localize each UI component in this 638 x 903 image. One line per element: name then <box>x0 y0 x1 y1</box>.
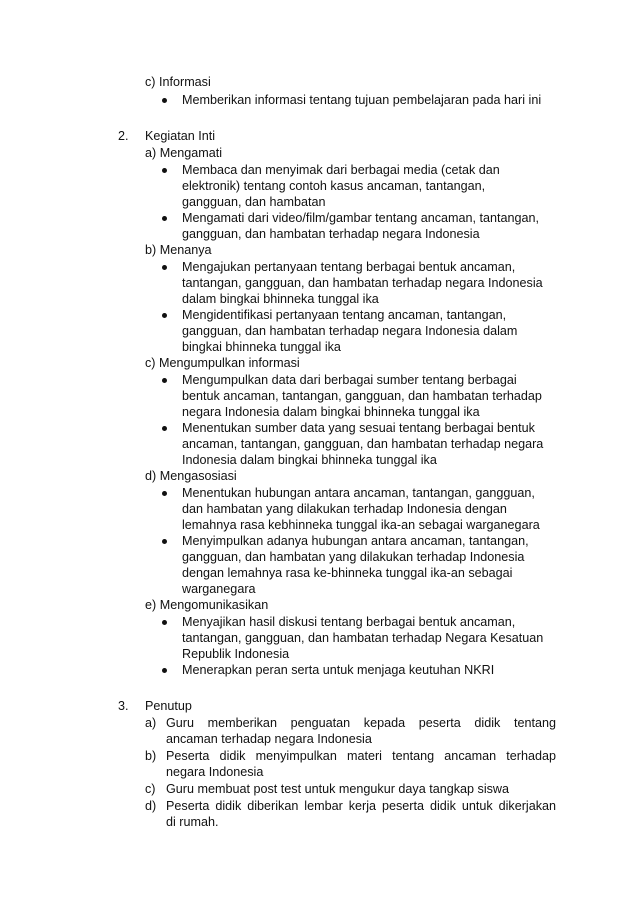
section-label-mengamati: a) Mengamati <box>145 146 222 160</box>
bullet-text: Mengamati dari video/film/gambar tentang ancaman, tantangan, <box>182 211 540 225</box>
bullet-marker <box>162 426 167 431</box>
bullet-text: Indonesia dalam bingkai bhinneka tunggal ika <box>182 453 437 467</box>
item-text: di rumah. <box>166 815 219 829</box>
bullet-text: dan hambatan yang dilakukan terhadap Indonesia dengan <box>182 502 507 516</box>
bullet-marker <box>162 313 167 318</box>
item-text-line: Guru memberikan penguatan kepada peserta didik tentang <box>166 716 556 730</box>
bullet-marker <box>162 620 167 625</box>
bullet-text: Mengidentifikasi pertanyaan tentang ancaman, tantangan, <box>182 308 507 322</box>
bullet-text: Mengumpulkan data dari berbagai sumber tentang berbagai <box>182 373 517 387</box>
list-number: 3. <box>118 699 129 713</box>
bullet-text: bentuk ancaman, tantangan, gangguan, dan hambatan terhadap <box>182 389 542 403</box>
bullet-text: tantangan, gangguan, dan hambatan terhadap Negara Kesatuan <box>182 631 544 645</box>
item-marker: a) <box>145 716 157 730</box>
bullet-marker <box>162 378 167 383</box>
section-title-penutup: Penutup <box>145 699 192 713</box>
bullet-marker <box>162 668 167 673</box>
bullet-marker <box>162 491 167 496</box>
bullet-text: Menentukan hubungan antara ancaman, tantangan, gangguan, <box>182 486 535 500</box>
section-label-mengumpulkan: c) Mengumpulkan informasi <box>145 356 300 370</box>
bullet-text: bingkai bhinneka tunggal ika <box>182 340 341 354</box>
bullet-text: Membaca dan menyimak dari berbagai media (cetak dan <box>182 163 500 177</box>
item-text <box>166 715 556 731</box>
bullet-text: dengan lemahnya rasa ke-bhinneka tunggal ika-an sebagai <box>182 566 513 580</box>
bullet-text: dalam bingkai bhinneka tunggal ika <box>182 292 379 306</box>
bullet-text: Mengajukan pertanyaan tentang berbagai bentuk ancaman, <box>182 260 516 274</box>
bullet-marker <box>162 539 167 544</box>
section-label-menanya: b) Menanya <box>145 243 212 257</box>
bullet-text: ancaman, tantangan, gangguan, dan hambatan terhadap negara <box>182 437 544 451</box>
bullet-text: gangguan, dan hambatan terhadap negara Indonesia dalam <box>182 324 518 338</box>
bullet-text: gangguan, dan hambatan <box>182 195 326 209</box>
bullet-text: elektronik) tentang contoh kasus ancaman, tantangan, <box>182 179 486 193</box>
bullet-text: warganegara <box>182 582 256 596</box>
bullet-text: Menentukan sumber data yang sesuai tentang berbagai bentuk <box>182 421 535 435</box>
item-text: ancaman terhadap negara Indonesia <box>166 732 372 746</box>
bullet-marker <box>162 98 167 103</box>
item-marker: d) <box>145 799 157 813</box>
bullet-marker <box>162 265 167 270</box>
bullet-marker <box>162 168 167 173</box>
bullet-text: Menyimpulkan adanya hubungan antara ancaman, tantangan, <box>182 534 529 548</box>
bullet-text: tantangan, gangguan, dan hambatan terhadap negara Indonesia <box>182 276 543 290</box>
bullet-text: Memberikan informasi tentang tujuan pembelajaran pada hari ini <box>182 93 542 107</box>
section-title-kegiatan-inti: Kegiatan Inti <box>145 129 216 143</box>
bullet-text: gangguan, dan hambatan terhadap negara Indonesia <box>182 227 480 241</box>
bullet-marker <box>162 216 167 221</box>
item-text-line: Peserta didik diberikan lembar kerja peserta didik untuk dikerjakan <box>166 799 556 813</box>
item-text <box>166 798 556 814</box>
item-marker: b) <box>145 749 157 763</box>
bullet-text: negara Indonesia dalam bingkai bhinneka tunggal ika <box>182 405 480 419</box>
section-label-mengasosiasi: d) Mengasosiasi <box>145 469 237 483</box>
bullet-text: Republik Indonesia <box>182 647 290 661</box>
section-label-mengomunikasikan: e) Mengomunikasikan <box>145 598 269 612</box>
bullet-text: Menerapkan peran serta untuk menjaga keutuhan NKRI <box>182 663 495 677</box>
section-label-informasi: c) Informasi <box>145 75 211 89</box>
item-marker: c) <box>145 782 156 796</box>
item-text <box>166 748 556 764</box>
list-number: 2. <box>118 129 129 143</box>
item-text-line: Peserta didik menyimpulkan materi tentang ancaman terhadap <box>166 749 556 763</box>
item-text: Guru membuat post test untuk mengukur daya tangkap siswa <box>166 782 510 796</box>
bullet-text: Menyajikan hasil diskusi tentang berbagai bentuk ancaman, <box>182 615 516 629</box>
bullet-text: lemahnya rasa kebhinneka tunggal ika-an sebagai warganegara <box>182 518 540 532</box>
item-text: negara Indonesia <box>166 765 264 779</box>
bullet-text: gangguan, dan hambatan yang dilakukan terhadap Indonesia <box>182 550 525 564</box>
